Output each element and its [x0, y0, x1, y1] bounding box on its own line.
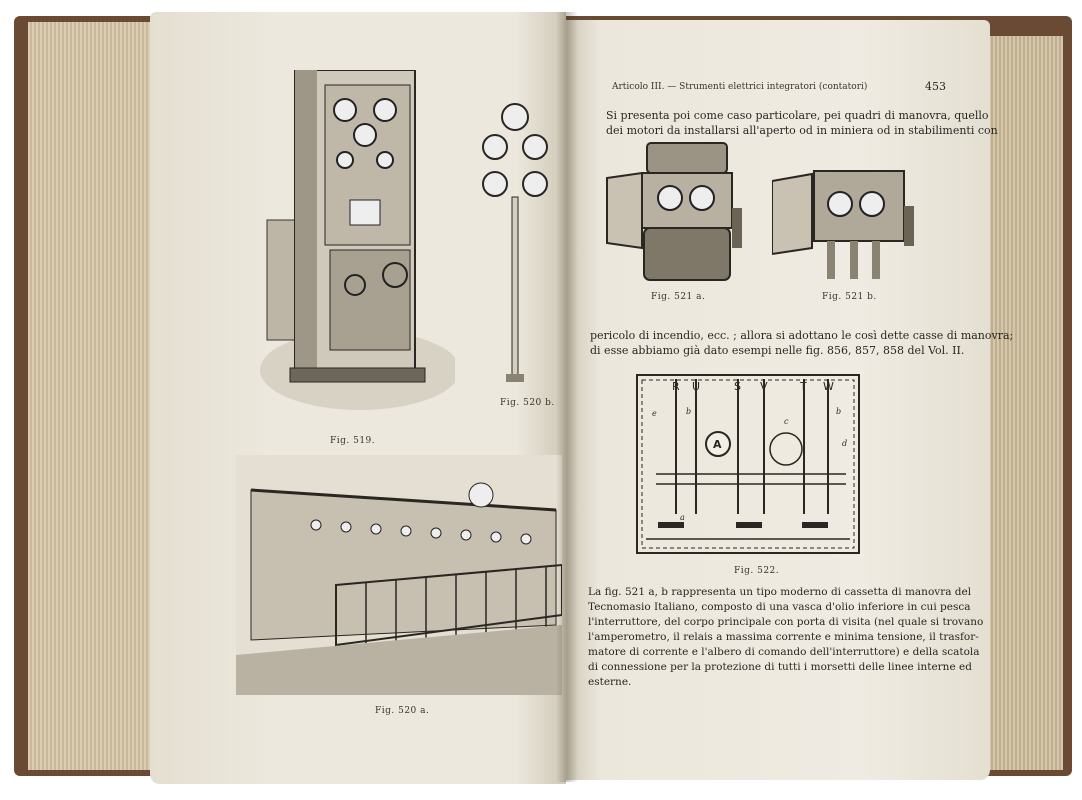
text-line: matore di corrente e l'albero di comando dell'interruttore) e della scatola: [588, 646, 980, 658]
text-line: dei motori da installarsi all'aperto od in miniera od in stabilimenti con: [606, 124, 998, 137]
diagram-small-label: c: [784, 417, 789, 426]
text-line: pericolo di incendio, ecc. ; allora si adottano le così dette casse di manovra;: [590, 329, 1014, 342]
diagram-small-label: a: [680, 513, 685, 522]
terminal-label: V: [760, 380, 768, 393]
fig-521b-caption: Fig. 521 b.: [822, 292, 877, 302]
right-page-stack: [985, 36, 1063, 770]
left-page-stack: [28, 22, 168, 770]
fig-521b-switch-box-illustration: [772, 166, 917, 288]
text-line: esterne.: [588, 676, 632, 688]
running-header: Articolo III. — Strumenti elettrici integratori (contatori): [612, 82, 868, 92]
body-paragraph: [588, 585, 983, 690]
middle-paragraph: [590, 328, 1013, 358]
fig-519-caption: Fig. 519.: [330, 436, 376, 446]
terminal-label: S: [734, 380, 741, 393]
fig-520b-meter-post-illustration: [480, 102, 550, 387]
text-line: Si presenta poi come caso particolare, pei quadri di manovra, quello: [606, 109, 989, 122]
fig-521a-caption: Fig. 521 a.: [651, 292, 706, 302]
diagram-small-label: d: [842, 439, 848, 448]
text-line: l'amperometro, il relais a massima corrente e minima tensione, il trasfor-: [588, 631, 979, 643]
text-line: l'interruttore, del corpo principale con porta di visita (nel quale si trovano: [588, 616, 984, 628]
fig-520a-switchboard-illustration: [236, 455, 562, 695]
text-line: di esse abbiamo già dato esempi nelle fig. 856, 857, 858 del Vol. II.: [590, 344, 965, 357]
fig-522-wiring-diagram: [636, 374, 860, 554]
text-line: di connessione per la protezione di tutti i morsetti delle linee interne ed: [588, 661, 972, 673]
terminal-label: T: [800, 380, 807, 393]
terminal-label: R: [672, 380, 680, 393]
fig-520a-caption: Fig. 520 a.: [375, 706, 430, 716]
text-line: Tecnomasio Italiano, composto di una vasca d'olio inferiore in cui pesca: [588, 601, 971, 613]
fig-521a-switch-box-illustration: [602, 138, 747, 286]
diagram-small-label: e: [652, 409, 657, 418]
fig-520b-caption: Fig. 520 b.: [500, 398, 555, 408]
terminal-label: W: [823, 380, 834, 393]
intro-paragraph: [606, 108, 998, 138]
fig-519-switchboard-illustration: [255, 70, 455, 430]
text-line: La fig. 521 a, b rappresenta un tipo moderno di cassetta di manovra del: [588, 586, 972, 598]
diagram-small-label: b: [836, 407, 842, 416]
ammeter-label: A: [713, 438, 722, 451]
book-gutter-shadow: [556, 12, 578, 782]
fig-522-caption: Fig. 522.: [734, 566, 780, 576]
page-number: 453: [925, 80, 946, 93]
diagram-small-label: b: [686, 407, 692, 416]
terminal-label: U: [692, 380, 701, 393]
